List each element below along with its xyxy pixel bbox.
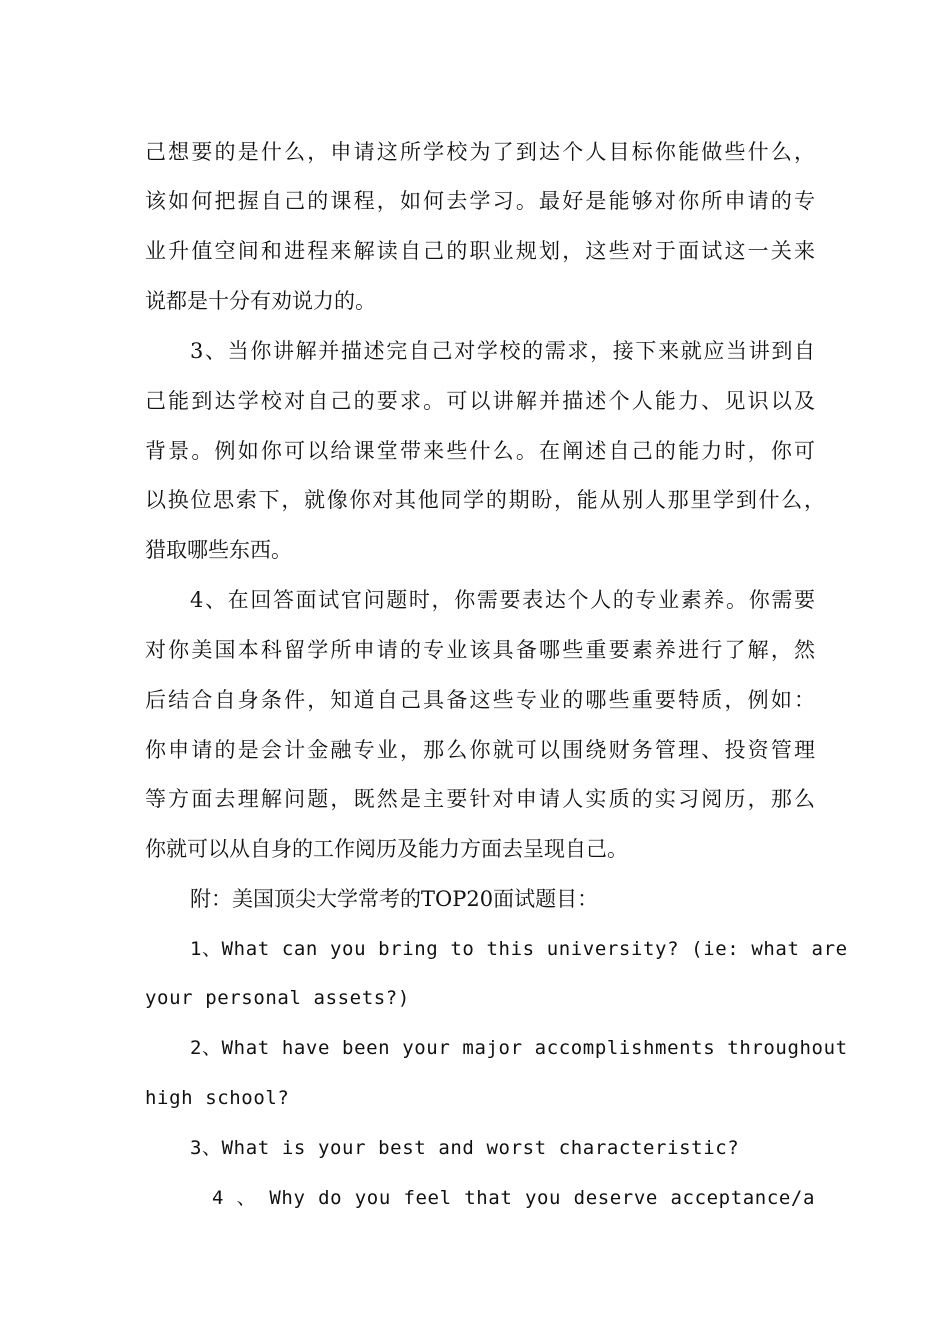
question-line: 2、What have been your major accomplishments throughout — [190, 1037, 848, 1059]
paragraph-line: 等方面去理解问题，既然是主要针对申请人实质的实习阅历，那么 — [145, 787, 815, 811]
paragraph-line: 后结合自身条件，知道自己具备这些专业的哪些重要特质，例如： — [145, 688, 815, 712]
question-line: high school? — [145, 1087, 290, 1109]
paragraph-line: 以换位思索下，就像你对其他同学的期盼，能从别人那里学到什么， — [145, 488, 825, 512]
paragraph-line: 猎取哪些东西。 — [145, 538, 292, 562]
paragraph-line: 业升值空间和进程来解读自己的职业规划，这些对于面试这一关来 — [145, 239, 815, 263]
paragraph-line: 背景。例如你可以给课堂带来些什么。在阐述自己的能力时，你可 — [145, 439, 815, 463]
paragraph-line: 该如何把握自己的课程，如何去学习。最好是能够对你所申请的专 — [145, 189, 815, 213]
paragraph-line: 你申请的是会计金融专业，那么你就可以围绕财务管理、投资管理 — [145, 738, 815, 762]
question-line: 1、What can you bring to this university? (ie: what are — [190, 938, 848, 960]
paragraph-line: 说都是十分有劝说力的。 — [145, 289, 376, 313]
paragraph-line: 4、在回答面试官问题时，你需要表达个人的专业素养。你需要 — [190, 588, 815, 612]
question-line: your personal assets?) — [145, 987, 410, 1009]
question-line: 4 、 Why do you feel that you deserve acceptance/a — [212, 1187, 815, 1209]
paragraph-line: 己想要的是什么，申请这所学校为了到达个人目标你能做些什么， — [145, 140, 815, 164]
paragraph-line: 你就可以从自身的工作阅历及能力方面去呈现自己。 — [145, 837, 628, 861]
paragraph-line: 己能到达学校对自己的要求。可以讲解并描述个人能力、见识以及 — [145, 389, 815, 413]
appendix-heading: 附：美国顶尖大学常考的TOP20面试题目： — [190, 887, 599, 911]
question-line: 3、What is your best and worst characteristic? — [190, 1137, 740, 1159]
paragraph-line: 对你美国本科留学所申请的专业该具备哪些重要素养进行了解，然 — [145, 638, 815, 662]
paragraph-line: 3、当你讲解并描述完自己对学校的需求，接下来就应当讲到自 — [190, 339, 815, 363]
